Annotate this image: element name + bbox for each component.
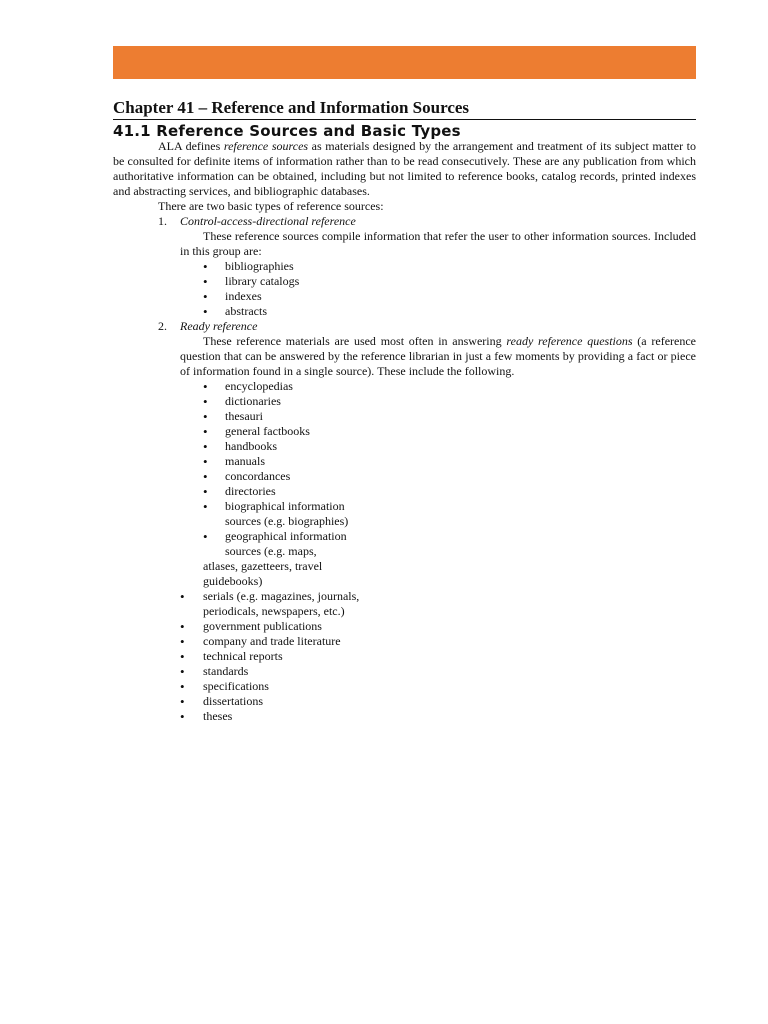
list-item: • biographical information sources (e.g. biographies) — [203, 499, 375, 529]
list-item: • encyclopedias — [203, 379, 375, 394]
type-2-items — [180, 379, 696, 559]
chapter-title: Chapter 41 – Reference and Information Sources — [113, 97, 696, 120]
list-item: • thesauri — [203, 409, 375, 424]
list-item: • library catalogs — [203, 274, 696, 289]
type-desc-pre: These reference materials are used most often in answering — [203, 334, 507, 348]
type-name: Control-access-directional reference — [180, 214, 356, 228]
list-item: • directories — [203, 484, 375, 499]
list-continuation: atlases, gazetteers, travel guidebooks) — [203, 559, 323, 588]
type-number: 1. — [158, 214, 167, 228]
list-item: • dissertations — [180, 694, 696, 709]
list-item: • company and trade literature — [180, 634, 696, 649]
type-name: Ready reference — [180, 319, 258, 333]
list-item: • technical reports — [180, 649, 696, 664]
type-description: These reference sources compile information that refer the user to other information sources. Included in this group are: — [180, 229, 696, 258]
types-intro: There are two basic types of reference sources: — [158, 199, 384, 213]
list-item: • concordances — [203, 469, 375, 484]
section-title: 41.1 Reference Sources and Basic Types — [113, 122, 461, 140]
body-text — [113, 139, 696, 724]
list-item: • specifications — [180, 679, 696, 694]
list-item: • government publications — [180, 619, 696, 634]
type-item-2 — [113, 319, 696, 589]
outer-items — [113, 589, 696, 724]
list-item: • dictionaries — [203, 394, 375, 409]
type-desc-term: ready reference questions — [506, 334, 633, 348]
definition-post: as materials designed by the arrangement and treatment of its subject matter to be consulted for definite items of information rather than to be read consecutively. These are any publication from which authoritative information can be obtained, including but not limited to reference books, catalog records, printed indexes and abstracting services, and bibliographic databases. — [113, 139, 696, 198]
list-item: • general factbooks — [203, 424, 375, 439]
list-item: • indexes — [203, 289, 696, 304]
definition-term: reference sources — [223, 139, 309, 153]
list-item: • handbooks — [203, 439, 375, 454]
definition-paragraph — [113, 139, 696, 199]
definition-pre: ALA defines — [158, 139, 224, 153]
list-item: • geographical information sources (e.g. maps, — [203, 529, 375, 559]
header-bar — [113, 46, 696, 79]
type-number: 2. — [158, 319, 167, 333]
type-description — [180, 334, 696, 379]
list-item: • standards — [180, 664, 696, 679]
list-item: • bibliographies — [203, 259, 696, 274]
list-item: • abstracts — [203, 304, 696, 319]
type-1-items — [180, 259, 696, 319]
types-list — [113, 214, 696, 589]
type-desc-post: (a reference question that can be answered by the reference librarian in just a few moments by providing a fact or piece of information found in a single source). These include the following. — [180, 334, 697, 378]
list-item: • serials (e.g. magazines, journals, periodicals, newspapers, etc.) — [180, 589, 373, 619]
list-item: • theses — [180, 709, 696, 724]
list-item: • manuals — [203, 454, 375, 469]
type-item-1 — [113, 214, 696, 319]
